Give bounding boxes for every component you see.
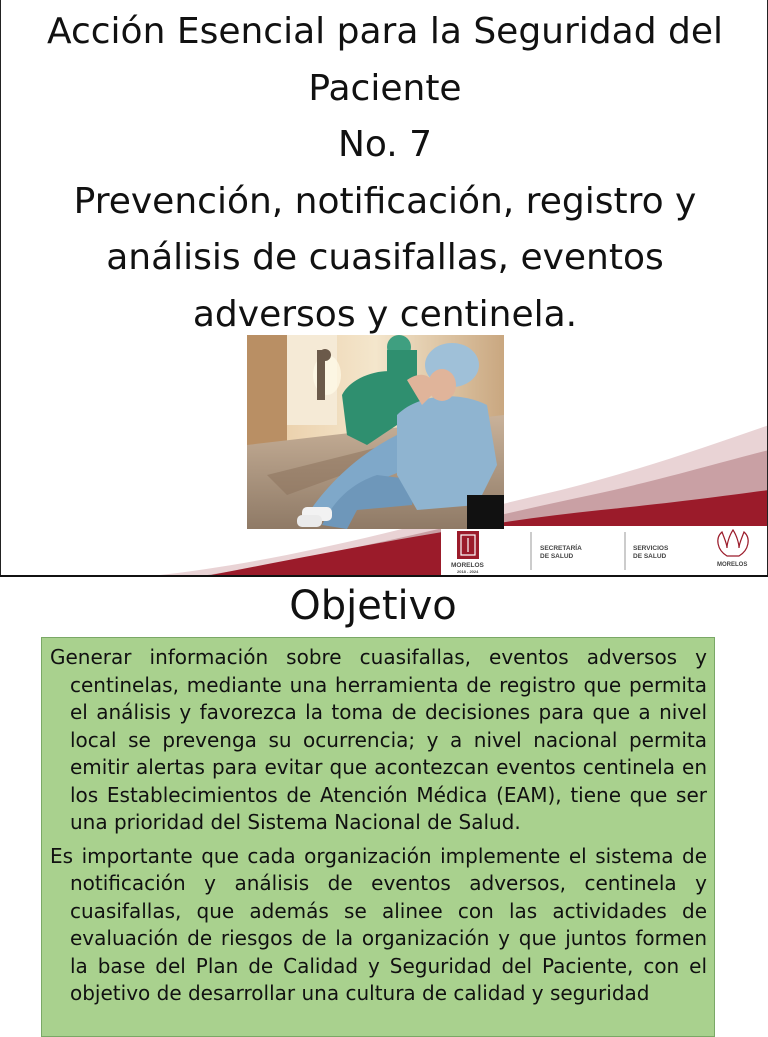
title-line: Acción Esencial para la Seguridad del [46, 11, 724, 52]
objetivo-title: Objetivo [289, 583, 457, 629]
servicios-line1: SERVICIOS [633, 545, 669, 552]
title-line: análisis de cuasifallas, eventos [106, 237, 664, 278]
objetivo-textbox [41, 637, 715, 1037]
servicios-line2: DE SALUD [633, 553, 667, 560]
secretaria-line2: DE SALUD [540, 553, 574, 560]
title-line: Paciente [308, 67, 462, 109]
slide-title [1, 4, 768, 343]
tired-nurse-photo [247, 335, 504, 529]
secretaria-line1: SECRETARÍA [540, 545, 582, 552]
morelos-years: 2018 - 2024 [457, 569, 479, 574]
government-logos [441, 526, 761, 574]
objetivo-paragraph-1: Generar información sobre cuasifallas, eventos adversos y centinelas, mediante una herramienta de registro que permita el análisis y favorezca la toma de decisiones para que a nivel local se prevenga su ocurrencia; y a nivel nacional permita emitir alertas para evitar que acontezcan eventos centinela en los Establecimientos de Atención Médica (EAM), tiene que ser una prioridad del Sistema Nacional de Salud. [50, 645, 707, 834]
morelos-label: MORELOS [451, 562, 484, 569]
title-line: No. 7 [337, 124, 433, 165]
morelos2-label: MORELOS [717, 562, 748, 568]
objetivo-paragraph-2: Es importante que cada organización implemente el sistema de notificación y análisis de eventos adversos, centinela y cuasifallas, que además se alinee con las actividades de evaluación de riesgos de la organización y que juntos formen la base del Plan de Calidad y Seguridad del Paciente, con el objetivo de desarrollar una cultura de calidad y seguridad [50, 843, 707, 1005]
title-line: Prevención, notificación, registro y [73, 180, 697, 222]
title-line: adversos y centinela. [192, 293, 578, 335]
morelos-seal-logo [451, 531, 485, 574]
morelos-flower-logo [717, 530, 748, 568]
slide-divider [0, 575, 768, 577]
